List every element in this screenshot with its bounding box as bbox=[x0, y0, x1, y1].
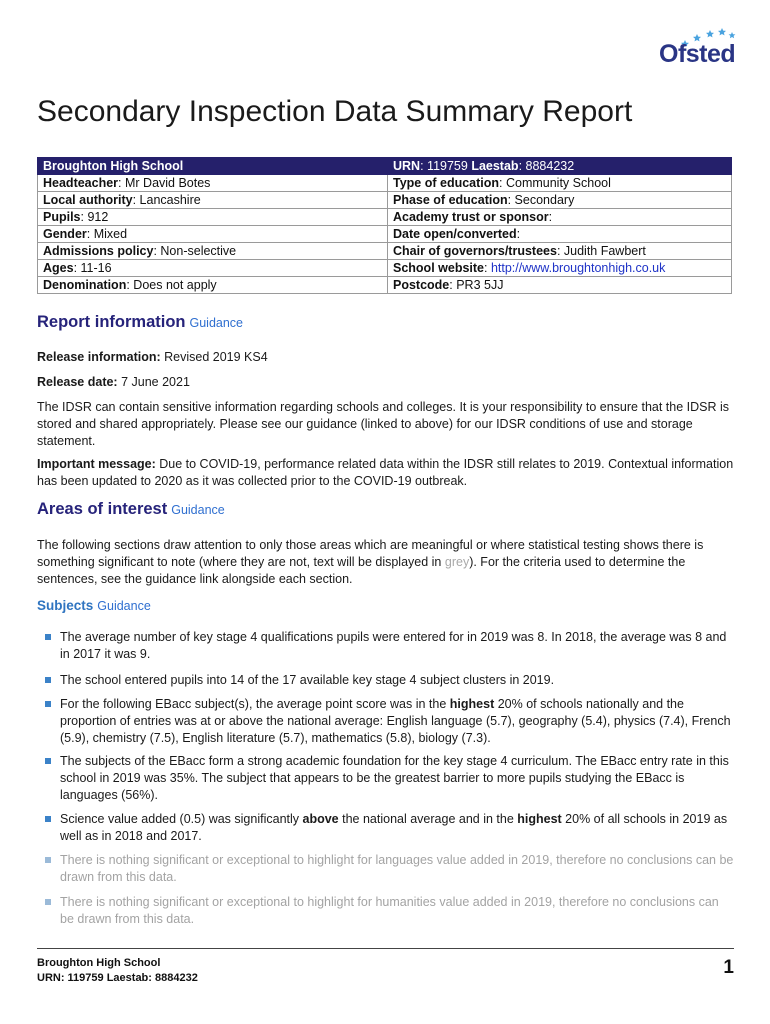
bullet-text: 20% of schools nationally and the proportion of entries was at or above the national average: English language (5.7), geography (5.4), physics (7.4), French (5.9), chemistry (7.5), English literature (5.7), mathematics (5.8), biology (7.3). bbox=[60, 697, 731, 745]
urn-value: : 119759 bbox=[420, 159, 468, 173]
bullet-square-icon bbox=[45, 758, 51, 764]
table-row bbox=[38, 175, 732, 192]
areas-of-interest-title: Areas of interest bbox=[37, 500, 168, 518]
website-colon: : bbox=[484, 261, 491, 275]
table-row bbox=[38, 192, 732, 209]
school-website-link[interactable]: http://www.broughtonhigh.co.uk bbox=[490, 261, 666, 275]
academy-trust-value: : bbox=[548, 210, 553, 224]
list-item bbox=[45, 696, 735, 747]
list-item bbox=[45, 753, 735, 804]
page-title: Secondary Inspection Data Summary Report bbox=[37, 95, 633, 128]
laestab-value: : 8884232 bbox=[518, 159, 575, 173]
chair-value: : Judith Fawbert bbox=[556, 244, 646, 258]
bullet-square-icon bbox=[45, 899, 51, 905]
chair-label: Chair of governors/trustees bbox=[393, 244, 557, 258]
list-item bbox=[45, 672, 735, 689]
bullet-square-icon bbox=[45, 816, 51, 822]
denomination-label: Denomination bbox=[43, 278, 127, 292]
important-message bbox=[37, 456, 734, 490]
bullet-square-icon bbox=[45, 634, 51, 640]
local-authority-label: Local authority bbox=[43, 193, 133, 207]
table-row bbox=[38, 277, 732, 294]
release-date-label: Release date: bbox=[37, 375, 118, 389]
headteacher-label: Headteacher bbox=[43, 176, 119, 190]
gender-label: Gender bbox=[43, 227, 87, 241]
table-row bbox=[38, 260, 732, 277]
bullet-square-icon bbox=[45, 701, 51, 707]
academy-trust-label: Academy trust or sponsor bbox=[393, 210, 549, 224]
list-item bbox=[45, 852, 735, 886]
bullet-emphasis: highest bbox=[449, 697, 495, 711]
subjects-title: Subjects bbox=[37, 598, 94, 613]
bullet-emphasis: highest bbox=[517, 812, 562, 826]
table-row bbox=[38, 226, 732, 243]
bullet-square-icon bbox=[45, 677, 51, 683]
pupils-value: : 912 bbox=[80, 210, 109, 224]
date-open-value: : bbox=[516, 227, 521, 241]
important-message-label: Important message: bbox=[37, 457, 156, 471]
bullet-text: The subjects of the EBacc form a strong academic foundation for the key stage 4 curriculum. The EBacc entry rate in this school in 2019 was 35%. The subject that appears to be the greatest barrier to more pupils studying the EBacc is languages (56%). bbox=[60, 754, 729, 802]
bullet-text: There is nothing significant or exceptional to highlight for humanities value added in 2019, therefore no conclusions can be drawn from this data. bbox=[60, 895, 719, 926]
intro-text-part-1: The following sections draw attention to only those areas which are meaningful or where statistical testing shows there is something significant to note (where they are not, text will be displayed in bbox=[37, 538, 704, 569]
release-date bbox=[37, 374, 734, 391]
list-item bbox=[45, 894, 735, 928]
idsr-sensitivity-statement: The IDSR can contain sensitive information regarding schools and colleges. It is your responsibility to ensure that the IDSR is stored and shared appropriately. Please see our guidance (linked to above) for our IDSR conditions of use and storage statement. bbox=[37, 400, 730, 448]
headteacher-value: : Mr David Botes bbox=[118, 176, 211, 190]
denomination-value: : Does not apply bbox=[126, 278, 217, 292]
report-information-title: Report information bbox=[37, 313, 186, 331]
logo-wordmark: Ofsted bbox=[659, 40, 736, 68]
release-information-label: Release information: bbox=[37, 350, 161, 364]
bullet-text: Science value added (0.5) was significantly bbox=[60, 812, 303, 826]
local-authority-value: : Lancashire bbox=[132, 193, 201, 207]
release-information-value: Revised 2019 KS4 bbox=[160, 350, 268, 364]
phase-value: : Secondary bbox=[507, 193, 575, 207]
admissions-value: : Non-selective bbox=[153, 244, 237, 258]
table-row bbox=[38, 209, 732, 226]
admissions-label: Admissions policy bbox=[43, 244, 154, 258]
date-open-label: Date open/converted bbox=[393, 227, 517, 241]
release-information bbox=[37, 349, 734, 366]
list-item bbox=[45, 629, 735, 663]
school-info-table bbox=[37, 157, 732, 294]
bullet-text: There is nothing significant or exceptional to highlight for languages value added in 2019, therefore no conclusions can be drawn from this data. bbox=[60, 853, 734, 884]
bullet-text: the national average and in the bbox=[338, 812, 518, 826]
type-of-education-label: Type of education bbox=[393, 176, 500, 190]
intro-grey-word: grey bbox=[444, 555, 470, 569]
postcode-label: Postcode bbox=[393, 278, 450, 292]
laestab-label: Laestab bbox=[471, 159, 519, 173]
areas-of-interest-heading bbox=[37, 499, 225, 520]
urn-label: URN bbox=[393, 159, 421, 173]
footer-school-name: Broughton High School bbox=[37, 957, 161, 969]
footer-urn: URN: 119759 Laestab: 8884232 bbox=[37, 972, 198, 984]
bullet-square-icon bbox=[45, 857, 51, 863]
gender-value: : Mixed bbox=[86, 227, 128, 241]
ages-label: Ages bbox=[43, 261, 74, 275]
bullet-text: For the following EBacc subject(s), the average point score was in the bbox=[60, 697, 450, 711]
report-information-guidance-link[interactable]: Guidance bbox=[189, 316, 244, 330]
ages-value: : 11-16 bbox=[73, 261, 112, 275]
phase-label: Phase of education bbox=[393, 193, 508, 207]
release-date-value: 7 June 2021 bbox=[117, 375, 190, 389]
areas-of-interest-intro bbox=[37, 537, 734, 588]
important-message-text: Due to COVID-19, performance related data within the IDSR still relates to 2019. Contextual information has been updated to 2020 as it was collected prior to the COVID-19 outbreak. bbox=[37, 457, 734, 488]
bullet-emphasis: above bbox=[302, 812, 339, 826]
bullet-text: 20% of all schools in 2019 as well as in 2018 and 2017. bbox=[60, 812, 728, 843]
page-number: 1 bbox=[723, 957, 734, 978]
areas-of-interest-guidance-link[interactable]: Guidance bbox=[171, 503, 225, 517]
type-of-education-value: : Community School bbox=[499, 176, 611, 190]
ofsted-logo bbox=[655, 26, 737, 68]
bullet-text: The school entered pupils into 14 of the 17 available key stage 4 subject clusters in 2019. bbox=[60, 673, 555, 687]
footer-divider bbox=[37, 948, 734, 949]
subjects-heading bbox=[37, 597, 151, 615]
website-label: School website bbox=[393, 261, 484, 275]
table-header-row bbox=[38, 158, 732, 175]
list-item bbox=[45, 811, 735, 845]
pupils-label: Pupils bbox=[43, 210, 81, 224]
intro-text-part-2: ). For the criteria used to determine the sentences, see the guidance link alongside each section. bbox=[37, 555, 686, 586]
postcode-value: : PR3 5JJ bbox=[449, 278, 504, 292]
bullet-text: The average number of key stage 4 qualifications pupils were entered for in 2019 was 8. In 2018, the average was 8 and in 2017 it was 9. bbox=[60, 630, 727, 661]
school-name: Broughton High School bbox=[43, 159, 184, 173]
report-information-heading bbox=[37, 312, 243, 333]
table-row bbox=[38, 243, 732, 260]
subjects-guidance-link[interactable]: Guidance bbox=[97, 599, 151, 613]
